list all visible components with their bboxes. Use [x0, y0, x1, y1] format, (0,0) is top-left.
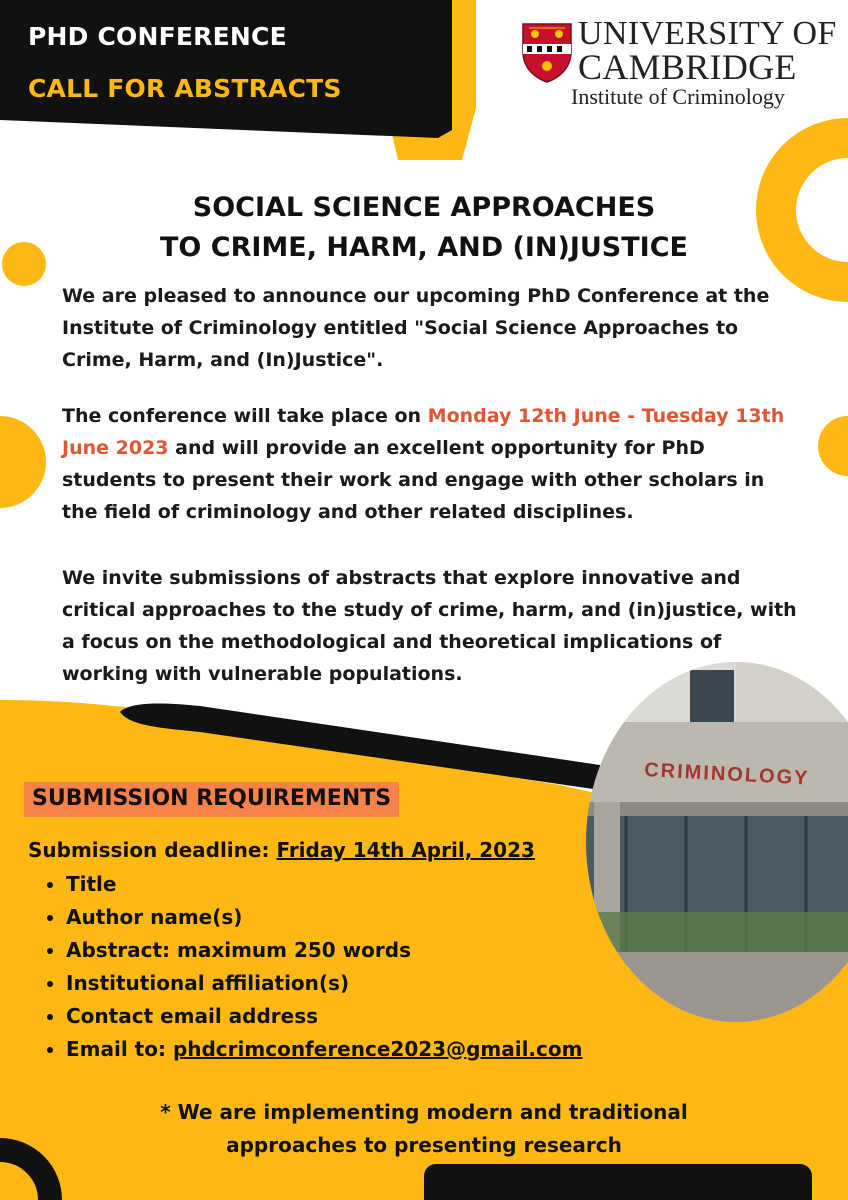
logo-cambridge: CAMBRIDGE: [578, 47, 797, 87]
list-item: • Contact email address: [66, 1000, 582, 1033]
requirements-list: [38, 868, 582, 1066]
details-after: and will provide an excellent opportunity for PhD students to present their work and engage with other scholars in the field of criminology and other related disciplines.: [62, 437, 765, 523]
deadline-label: Submission deadline:: [28, 838, 277, 862]
list-item: • Institutional affiliation(s): [66, 967, 582, 1000]
yellow-half-circle-right: [818, 416, 848, 476]
logo-university-of: UNIVERSITY OF: [578, 15, 837, 52]
title-line-2: TO CRIME, HARM, AND (IN)JUSTICE: [160, 232, 688, 263]
call-for-abstracts-label: CALL FOR ABSTRACTS: [28, 74, 342, 103]
black-header-banner: [0, 0, 452, 138]
intro-paragraph: We are pleased to announce our upcoming PhD Conference at the Institute of Criminology entitled "Social Science Approaches to Crime, Harm, and (In)Justice".: [62, 285, 770, 371]
footnote: [0, 1096, 848, 1162]
footnote-line-2: approaches to presenting research: [226, 1133, 622, 1157]
conference-label: PHD CONFERENCE: [28, 22, 287, 51]
black-block-bottom-right: [424, 1164, 812, 1200]
page-title: [0, 188, 848, 268]
submission-requirements-heading: SUBMISSION REQUIREMENTS: [24, 782, 399, 817]
details-paragraph: [62, 400, 802, 528]
email-label: Email to:: [66, 1037, 173, 1061]
list-item: • Abstract: maximum 250 words: [66, 934, 582, 967]
yellow-half-circle-left: [0, 416, 46, 508]
invite-paragraph: We invite submissions of abstracts that explore innovative and critical approaches to the study of crime, harm, and (in)justice, with a focus on the methodological and theoretical implications of working with vulnerable populations.: [62, 567, 797, 685]
submission-deadline: [28, 838, 535, 862]
cambridge-crest-icon: [521, 22, 573, 84]
logo-institute-of-criminology: Institute of Criminology: [571, 84, 785, 109]
title-line-1: SOCIAL SCIENCE APPROACHES: [192, 192, 656, 223]
email-link[interactable]: phdcrimconference2023@gmail.com: [172, 1037, 583, 1061]
building-sign-text: CRIMINOLOGY: [643, 759, 811, 790]
list-item: • Title: [66, 868, 582, 901]
details-before: The conference will take place on: [62, 405, 428, 427]
conference-dates: Monday 12th June - Tuesday 13th June 2023: [62, 405, 785, 459]
footnote-line-1: * We are implementing modern and traditional: [160, 1100, 688, 1124]
deadline-value: Friday 14th April, 2023: [276, 838, 535, 862]
list-item-email: [66, 1033, 582, 1066]
list-item: • Author name(s): [66, 901, 582, 934]
